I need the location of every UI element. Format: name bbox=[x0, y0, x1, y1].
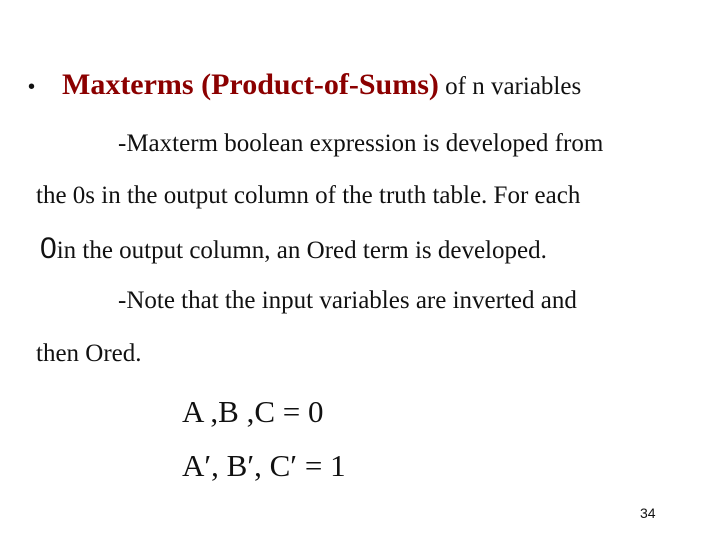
page-number: 34 bbox=[640, 505, 656, 521]
bullet-glyph: • bbox=[28, 76, 36, 98]
slide-heading bbox=[62, 68, 581, 102]
body-line-3 bbox=[40, 232, 547, 266]
heading-title: Maxterms (Product-of-Sums) bbox=[62, 68, 439, 101]
heading-subtitle: of n variables bbox=[438, 73, 582, 100]
body-line-1: -Maxterm boolean expression is developed from bbox=[118, 130, 604, 157]
equation-inputs-zero: A ,B ,C = 0 bbox=[182, 394, 324, 429]
equation-inverted-one: A′, B′, C′ = 1 bbox=[182, 448, 346, 483]
body-line-2: the 0s in the output column of the truth table. For each bbox=[36, 182, 581, 209]
body-line-5: then Ored. bbox=[36, 340, 142, 367]
zero-digit: 0 bbox=[40, 232, 57, 265]
body-line-3-text: in the output column, an Ored term is developed. bbox=[56, 237, 547, 264]
body-line-4: -Note that the input variables are inverted and bbox=[118, 287, 577, 314]
